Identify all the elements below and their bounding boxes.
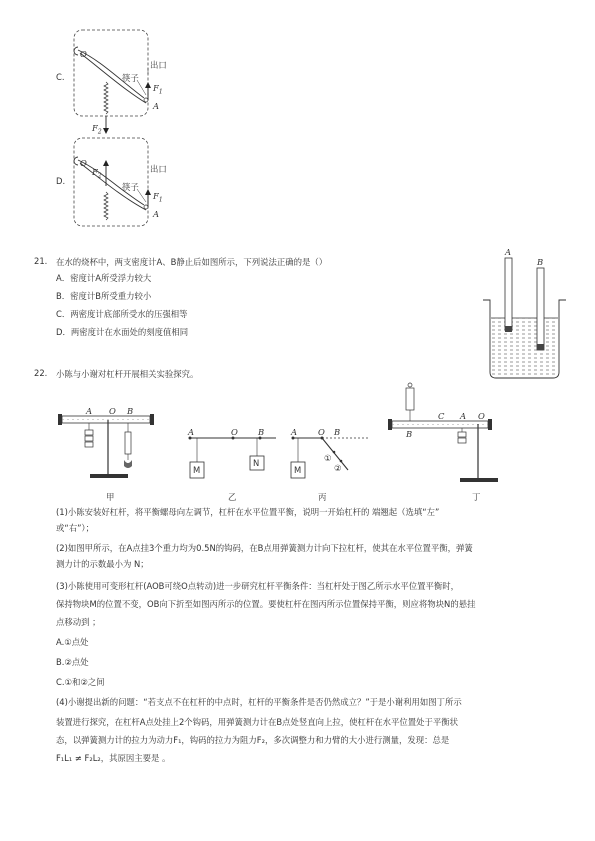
fig-bing-label-1: ① (324, 453, 332, 463)
fig-ding-label-C: C (438, 411, 445, 421)
fig-jia-label-B: B (127, 406, 134, 416)
q22-line-6: 保持物块M的位置不变，OB向下折至如图丙所示的位置。要使杠杆在图丙所示位置保持平衡，则应将物块N的悬挂 (56, 599, 476, 609)
q21-option-c: C．两密度计底部所受水的压强相等 (56, 309, 188, 319)
option-c-A: A (153, 101, 160, 111)
option-d-label: D. (56, 176, 66, 186)
q22-line-13: 态，以弹簧测力计的拉力为动力F₁，钩码的拉力为阻力F₂，多次调整力和力臂的大小进行测量，发现：总是 (56, 735, 450, 745)
fig-bing-label-A: A (291, 427, 298, 437)
option-c-F1: $F_1$ (153, 83, 163, 96)
option-c-F2: $F_2$ (92, 123, 102, 136)
fig-bing-label-2: ② (334, 463, 342, 473)
fig-yi-label-N: N (253, 458, 260, 468)
option-d-F1: $F_1$ (153, 191, 163, 204)
option-c-chuko: 出口 (150, 60, 167, 70)
q22-line-14: F₁L₁ ≠ F₂L₂，其原因主要是 。 (56, 753, 171, 763)
option-d-A: A (153, 209, 160, 219)
q22-number: 22. (34, 368, 48, 378)
q21-option-a: A．密度计A所受浮力较大 (56, 273, 152, 283)
option-c-O: O (80, 49, 87, 59)
fig-jia-label-O: O (109, 406, 116, 416)
fig-yi-label-O: O (231, 427, 238, 437)
option-d-kuaizi: 筷子 (122, 182, 139, 192)
fig-yi-label-M: M (193, 465, 201, 475)
fig-yi-label-A: A (188, 427, 195, 437)
fig-bing-label-B: B (334, 427, 341, 437)
q22-stem: 小陈与小谢对杠杆开展相关实验探究。 (56, 369, 199, 379)
q22-line-2: 或“右”）； (56, 523, 94, 533)
q22-line-7: 点移动到 ； (56, 617, 101, 627)
q21-number: 21. (34, 256, 48, 266)
fig-ding-label-A: A (460, 411, 467, 421)
option-c-label: C. (56, 72, 65, 82)
option-d-chuko: 出口 (150, 164, 167, 174)
q21-stem: 在水的烧杯中，两支密度计A、B静止后如图所示，下列说法正确的是（） (56, 257, 328, 267)
q21-fig-B: B (537, 257, 544, 267)
fig-yi-label-B: B (258, 427, 265, 437)
caption-ding: 丁 (472, 492, 481, 502)
caption-jia: 甲 (106, 492, 115, 502)
caption-yi: 乙 (228, 492, 237, 502)
option-d-O: O (80, 158, 87, 168)
q22-line-11: (4)小谢提出新的问题：“若支点不在杠杆的中点时，杠杆的平衡条件是否仍然成立？”于是小谢利用如图丁所示 (56, 697, 462, 707)
q22-line-3: (2)如图甲所示，在A点挂3个重力均为0.5N的钩码，在B点用弹簧测力计向下拉杠杆，使其在水平位置平衡，弹簧 (56, 543, 473, 553)
q21-fig-A: A (505, 247, 512, 257)
q22-line-12: 装置进行探究，在杠杆A点处挂上2个钩码，用弹簧测力计在B点处竖直向上拉，使杠杆在水平位置处于平衡状 (56, 717, 459, 727)
fig-bing-label-O: O (318, 427, 325, 437)
fig-ding-label-O: O (478, 411, 485, 421)
option-c-kuaizi: 筷子 (122, 73, 139, 83)
q21-option-d: D．两密度计在水面处的刻度值相同 (56, 327, 189, 337)
q22-line-1: (1)小陈安装好杠杆，将平衡螺母向左调节，杠杆在水平位置平衡，说明一开始杠杆的 端翘起（选填“左” (56, 507, 440, 517)
q21-option-b: B．密度计B所受重力较小 (56, 291, 152, 301)
fig-jia-label-A: A (86, 406, 93, 416)
q22-option-b: B.②点处 (56, 657, 89, 667)
q22-option-a: A.①点处 (56, 637, 89, 647)
option-d-F2: $F_2$ (92, 167, 102, 180)
caption-bing: 丙 (318, 492, 327, 502)
fig-bing-label-M: M (294, 465, 302, 475)
fig-ding-label-B-top: B (406, 429, 413, 439)
q22-line-5: (3)小陈使用可变形杠杆(AOB可绕O点转动)进一步研究杠杆平衡条件：当杠杆处于图乙所示水平位置平衡时， (56, 581, 460, 591)
q22-line-4: 测力计的示数最小为 N； (56, 559, 149, 569)
q22-option-c: C.①和②之间 (56, 677, 105, 687)
